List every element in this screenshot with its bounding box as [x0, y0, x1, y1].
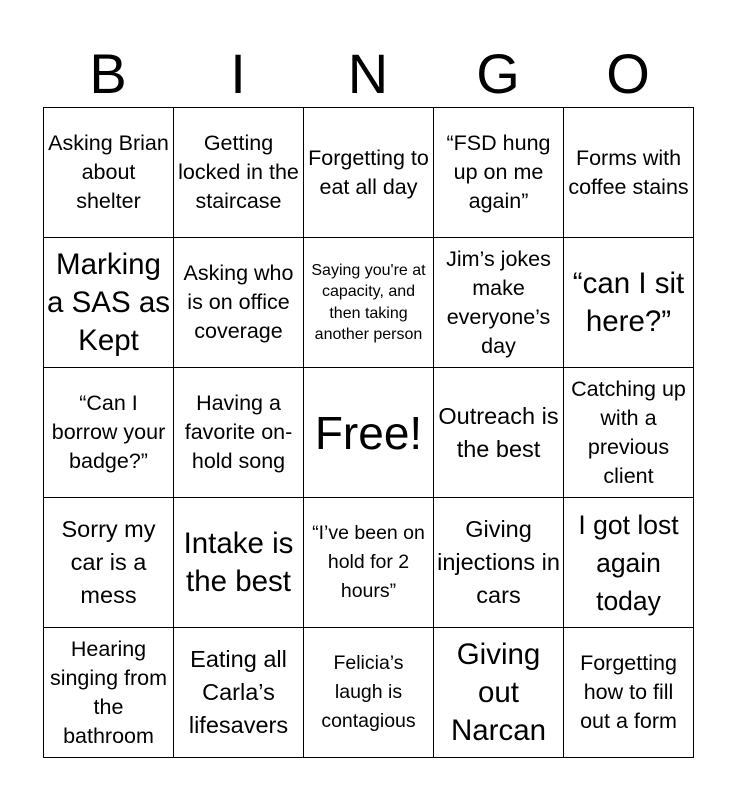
header-letter-g: G: [476, 42, 520, 105]
bingo-cell[interactable]: [174, 628, 304, 758]
cell-text: “Can I borrow your badge?”: [51, 391, 166, 473]
cell-text: Saying you're at capacity, and then taking another person: [311, 261, 426, 343]
cell-text: I got lost again today: [578, 509, 679, 616]
bingo-cell[interactable]: [434, 368, 564, 498]
bingo-cell[interactable]: [304, 108, 434, 238]
bingo-cell[interactable]: [564, 108, 694, 238]
cell-text: Outreach is the best: [438, 402, 559, 462]
bingo-cell[interactable]: [564, 628, 694, 758]
bingo-cell[interactable]: [44, 108, 174, 238]
free-space-cell[interactable]: [304, 368, 434, 498]
cell-text: “I’ve been on hold for 2 hours”: [312, 522, 425, 602]
cell-text: Getting locked in the staircase: [178, 131, 299, 213]
free-space-label: Free!: [314, 406, 423, 459]
cell-text: Giving injections in cars: [437, 516, 560, 608]
cell-text: Asking Brian about shelter: [48, 131, 169, 213]
bingo-cell[interactable]: [44, 238, 174, 368]
cell-text: Giving out Narcan: [450, 637, 547, 747]
cell-text: Asking who is on office coverage: [183, 261, 294, 343]
cell-text: Having a favorite on-hold song: [184, 391, 293, 473]
bingo-cell[interactable]: [174, 108, 304, 238]
cell-text: Catching up with a previous client: [571, 376, 686, 488]
bingo-cell[interactable]: [44, 368, 174, 498]
card-row: [44, 498, 694, 628]
header-letter-i: I: [230, 42, 246, 105]
cell-text: “can I sit here?”: [572, 266, 685, 338]
cell-text: Eating all Carla’s lifesavers: [188, 646, 289, 738]
cell-text: Hearing singing from the bathroom: [49, 636, 168, 748]
cell-text: Forgetting to eat all day: [308, 145, 429, 199]
cell-text: Felicia’s laugh is contagious: [321, 652, 416, 732]
bingo-card: [43, 107, 694, 758]
bingo-cell[interactable]: [304, 498, 434, 628]
bingo-cell[interactable]: [44, 628, 174, 758]
bingo-cell[interactable]: [174, 238, 304, 368]
bingo-cell[interactable]: [434, 238, 564, 368]
card-row: [44, 108, 694, 238]
bingo-cell[interactable]: [174, 498, 304, 628]
header-letter-o: O: [606, 42, 650, 105]
cell-text: Sorry my car is a mess: [61, 516, 156, 608]
bingo-cell[interactable]: [434, 498, 564, 628]
bingo-cell[interactable]: [564, 368, 694, 498]
bingo-cell[interactable]: [434, 628, 564, 758]
bingo-cell[interactable]: [304, 628, 434, 758]
cell-text: Forms with coffee stains: [568, 145, 689, 199]
bingo-cell[interactable]: [44, 498, 174, 628]
bingo-header: [43, 40, 693, 108]
bingo-cell[interactable]: [304, 238, 434, 368]
cell-text: Intake is the best: [183, 526, 294, 598]
cell-text: Marking a SAS as Kept: [47, 247, 170, 357]
header-letter-n: N: [347, 42, 389, 105]
cell-text: “FSD hung up on me again”: [446, 131, 551, 213]
card-row: [44, 368, 694, 498]
cell-text: Jim’s jokes make everyone’s day: [446, 246, 551, 358]
card-row: [44, 628, 694, 758]
card-row: [44, 238, 694, 368]
cell-text: Forgetting how to fill out a form: [580, 651, 677, 733]
bingo-cell[interactable]: [564, 498, 694, 628]
bingo-cell[interactable]: [434, 108, 564, 238]
bingo-cell[interactable]: [564, 238, 694, 368]
header-letter-b: B: [89, 42, 127, 105]
bingo-cell[interactable]: [174, 368, 304, 498]
